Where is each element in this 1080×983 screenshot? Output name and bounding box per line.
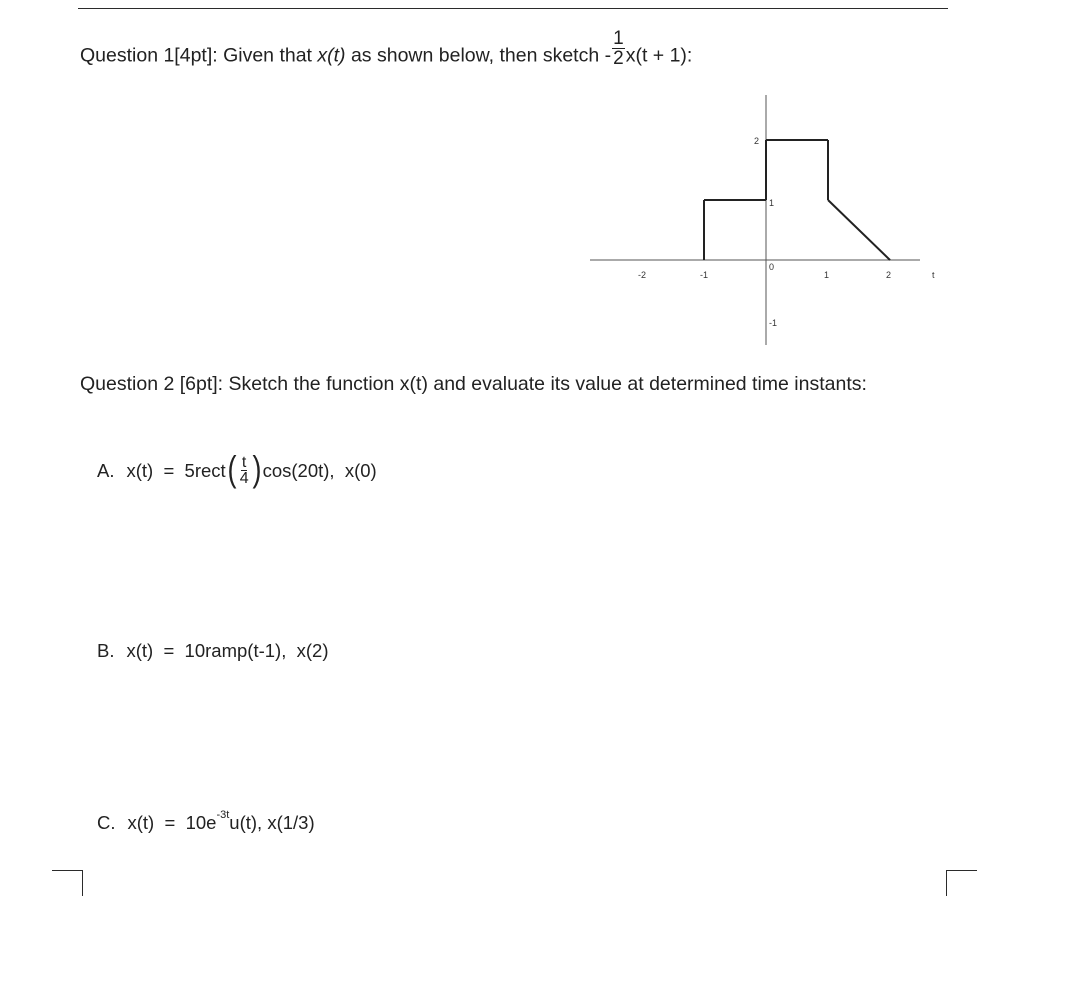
option-a-fraction [239,455,250,486]
option-b-text: x(t) = 10ramp(t-1), x(2) [126,640,329,661]
option-a-frac-den: 4 [239,469,249,487]
corner-mark-right [946,870,977,896]
y-tick-label: -1 [769,318,778,328]
left-paren: ( [227,448,237,489]
x-tick-label: 0 [769,262,775,272]
option-c [97,808,315,834]
x-tick-label: 1 [824,270,830,280]
x-tick-label: 2 [886,270,892,280]
option-c-lhs: x(t) = 10e [127,812,217,833]
question-2: Question 2 [6pt]: Sketch the function x(t) and evaluate its value at determined time instants: [80,373,867,395]
top-rule [78,8,948,9]
signal-graph [590,90,935,350]
option-b-label: B. [97,640,115,661]
option-a-label: A. [97,459,115,481]
x-axis-label: t [932,270,935,280]
question-1-suffix: x(t + 1): [625,44,693,67]
option-c-label: C. [97,812,116,833]
option-c-exponent: -3t [216,808,230,821]
x-tick-label: -2 [638,270,647,280]
option-a-frac-num: t [241,453,247,471]
fraction-denominator: 2 [613,48,624,69]
y-tick-label: 2 [754,136,760,146]
option-a [97,448,377,489]
fraction-numerator: 1 [613,28,624,49]
question-1-fraction [612,29,625,68]
right-paren: ) [252,448,262,489]
option-b [97,640,328,662]
question-1-prefix: Question 1[4pt]: Given that [80,44,318,67]
question-1-signal: x(t) [317,44,346,67]
question-1 [80,28,693,76]
x-tick-label: -1 [700,270,709,280]
signal-segment [828,200,890,260]
corner-mark-left [52,870,83,896]
option-a-rhs: cos(20t), x(0) [262,459,377,481]
y-tick-label: 1 [769,198,775,208]
question-1-middle: as shown below, then sketch - [345,44,612,67]
option-c-rhs: u(t), x(1/3) [229,812,315,833]
option-a-lhs: x(t) = 5rect [126,459,226,481]
